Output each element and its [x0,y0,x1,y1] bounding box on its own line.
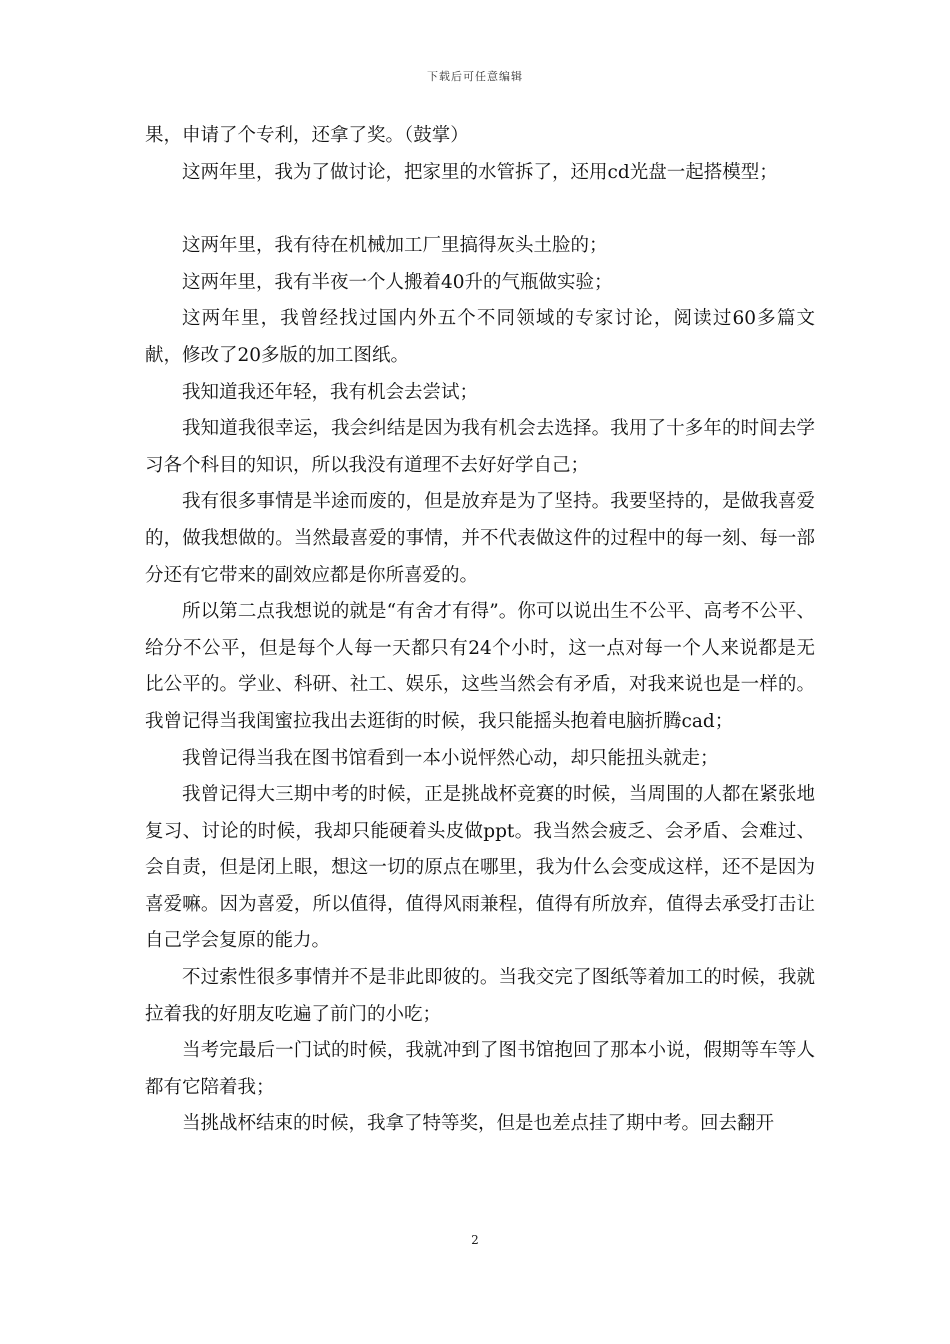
paragraph: 当考完最后一门试的时候，我就冲到了图书馆抱回了那本小说，假期等车等人都有它陪着我； [145,1040,815,1098]
paragraph: 我有很多事情是半途而废的，但是放弃是为了坚持。我要坚持的，是做我喜爱的，做我想做的。当然最喜爱的事情，并不代表做这件的过程中的每一刻、每一部分还有它带来的副效应都是你所喜爱的。 [145,491,815,586]
paragraph: 果，申请了个专利，还拿了奖。（鼓掌） [145,125,469,146]
paragraph: 这两年里，我有半夜一个人搬着40升的气瓶做实验； [182,271,613,293]
blank-line [145,191,815,228]
paragraph: 我曾记得当我在图书馆看到一本小说怦然心动，却只能扭头就走； [182,747,719,769]
paragraph: 当挑战杯结束的时候，我拿了特等奖，但是也差点挂了期中考。回去翻开 [182,1113,775,1135]
document-body [145,118,815,1143]
paragraph: 这两年里，我为了做讨论，把家里的水管拆了，还用cd光盘一起搭模型； [182,161,778,183]
paragraph: 不过索性很多事情并不是非此即彼的。当我交完了图纸等着加工的时候，我就拉着我的好朋友吃遍了前门的小吃； [145,967,815,1025]
paragraph: 我知道我很幸运，我会纠结是因为我有机会去选择。我用了十多年的时间去学习各个科目的知识，所以我没有道理不去好好学自己； [145,418,815,476]
page-header: 下载后可任意编辑 [427,70,523,83]
paragraph: 我曾记得大三期中考的时候，正是挑战杯竞赛的时候，当周围的人都在紧张地复习、讨论的时候，我却只能硬着头皮做ppt。我当然会疲乏、会矛盾、会难过、会自责，但是闭上眼，想这一切的原点在哪里，我为什么会变成这样，还不是因为喜爱嘛。因为喜爱，所以值得，值得风雨兼程，值得有所放弃，值得去承受打击让自己学会复原的能力。 [145,784,815,952]
paragraph: 所以第二点我想说的就是“有舍才有得”。你可以说出生不公平、高考不公平、给分不公平，但是每个人每一天都只有24个小时，这一点对每一个人来说都是无比公平的。学业、科研、社工、娱乐，这些当然会有矛盾，对我来说也是一样的。我曾记得当我闺蜜拉我出去逛街的时候，我只能摇头抱着电脑折腾cad； [145,601,815,732]
page-number: 2 [471,1233,479,1247]
paragraph: 这两年里，我曾经找过国内外五个不同领域的专家讨论，阅读过60多篇文献，修改了20多版的加工图纸。 [145,308,815,366]
paragraph: 这两年里，我有待在机械加工厂里搞得灰头土脸的； [182,235,608,257]
paragraph: 我知道我还年轻，我有机会去尝试； [182,381,479,403]
